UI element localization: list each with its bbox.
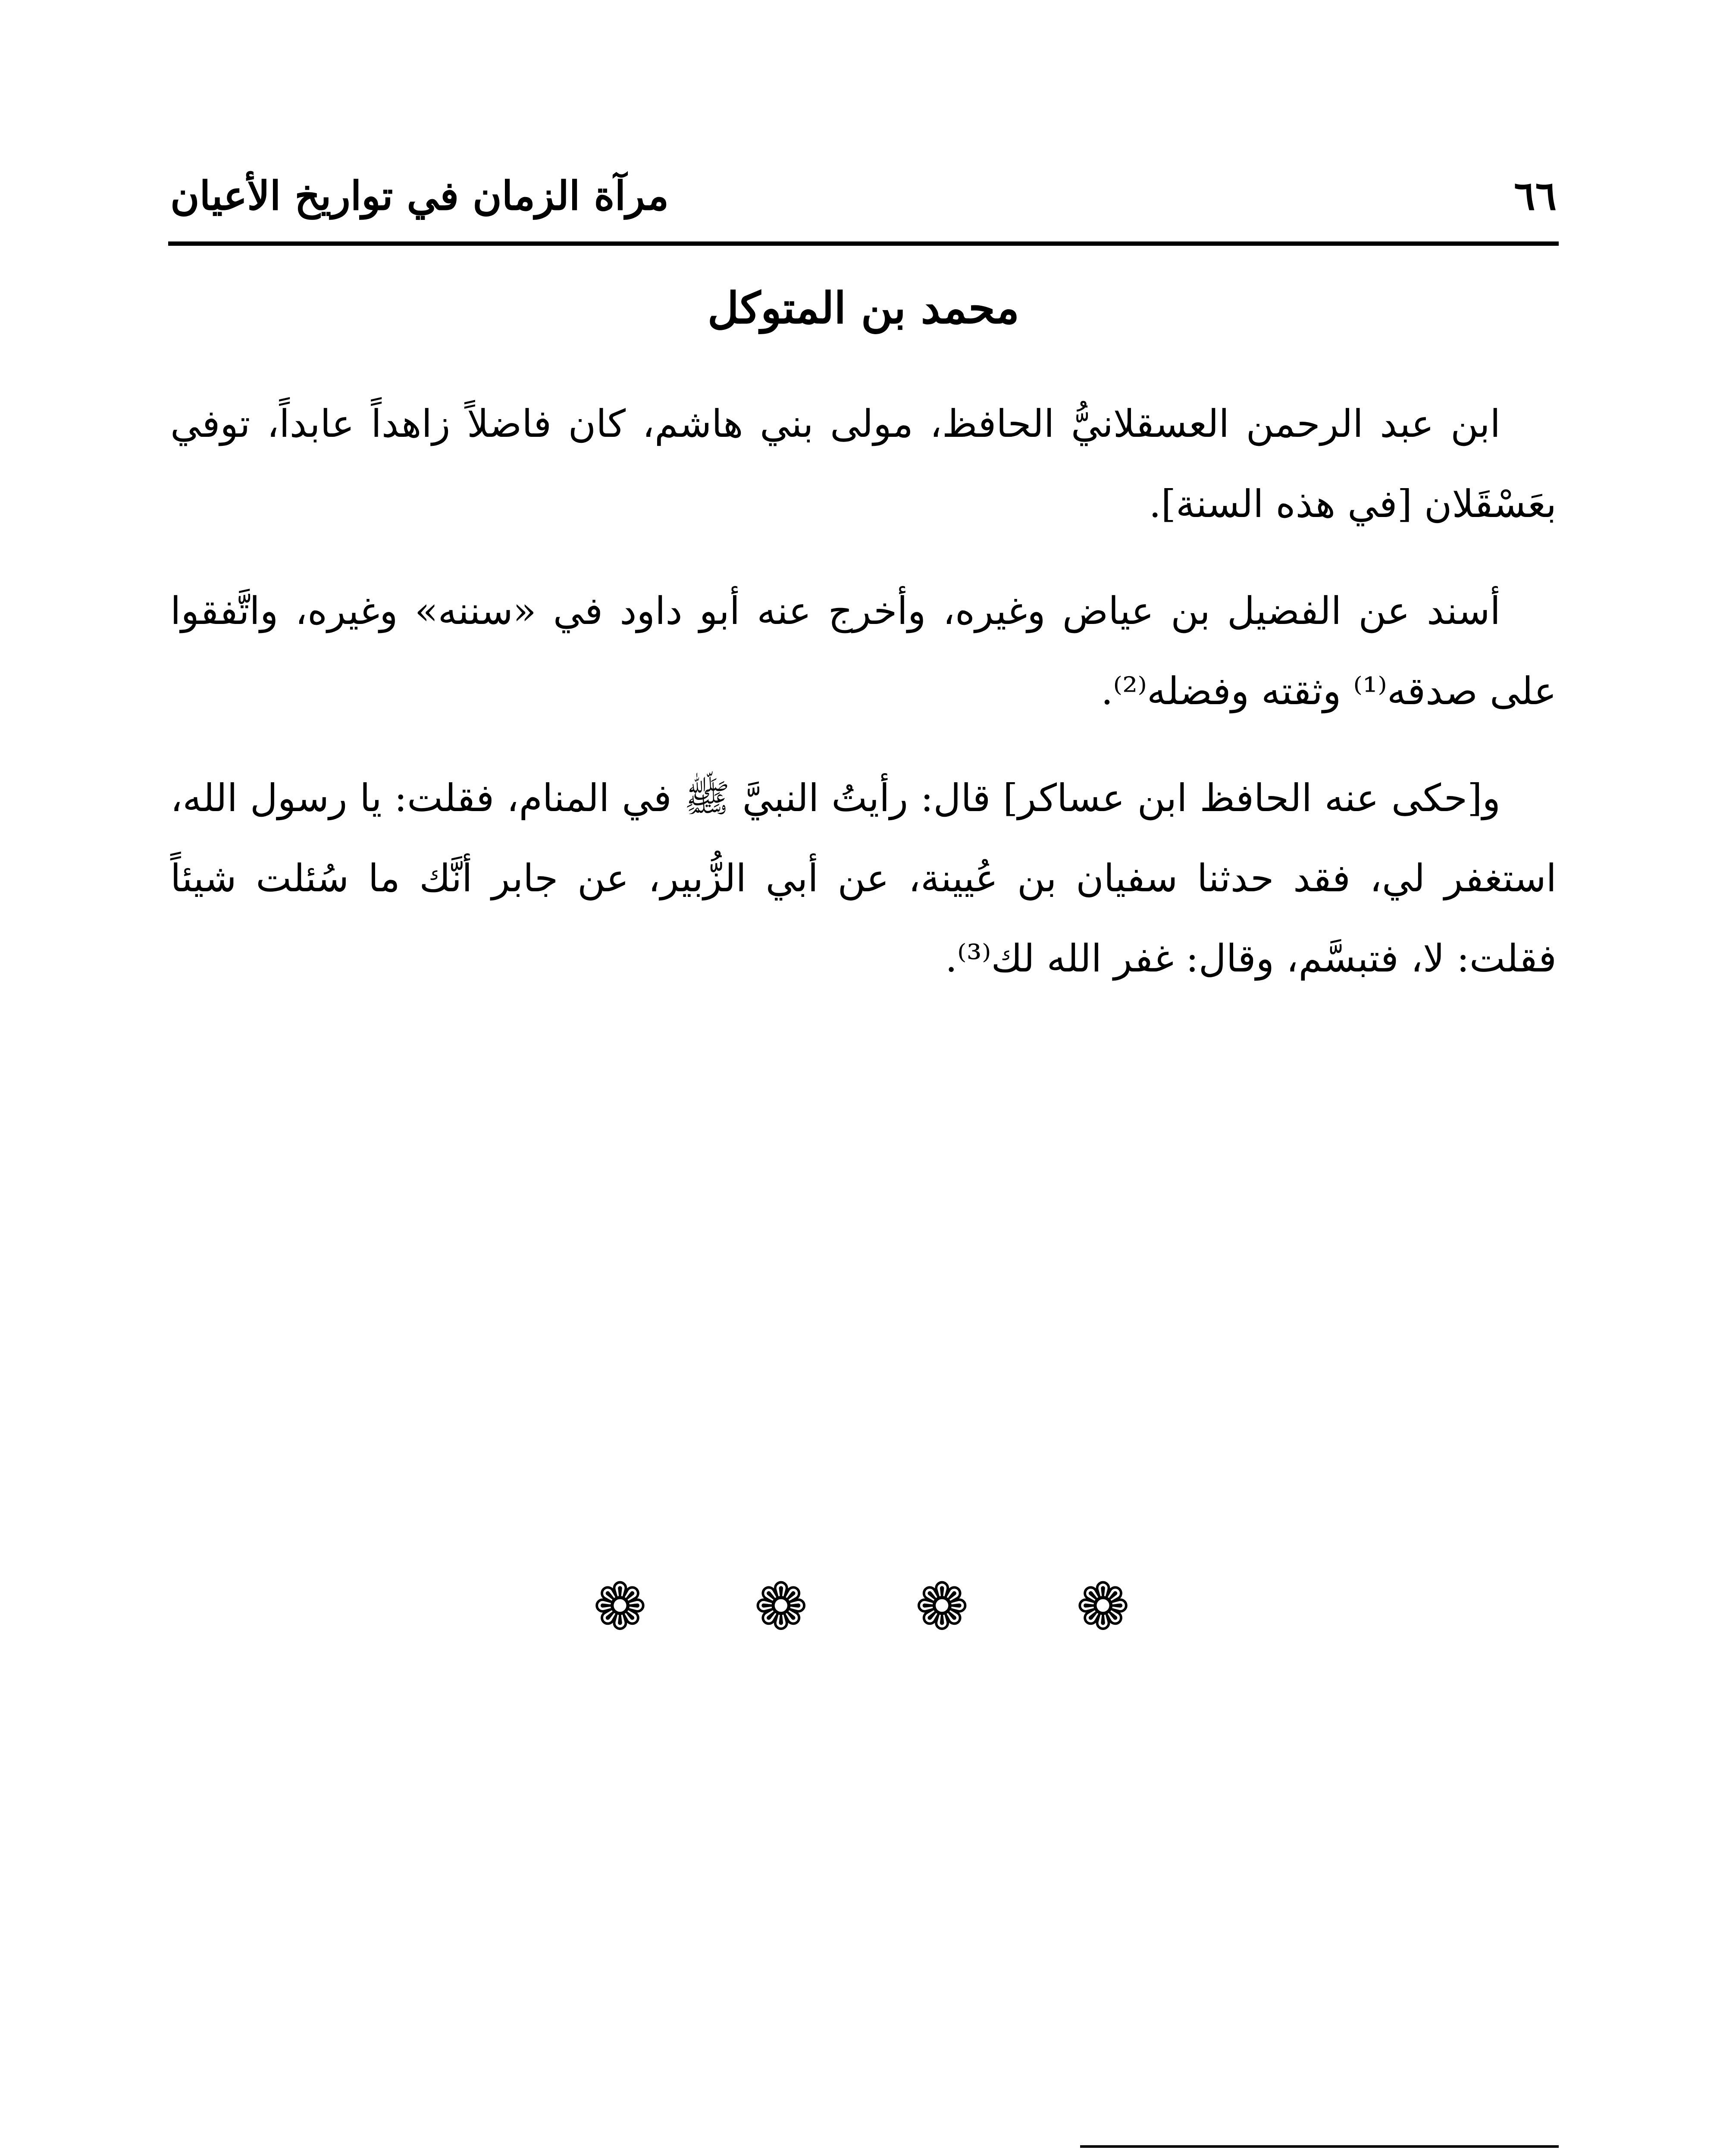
paragraph: و[حكى عنه الحافظ ابن عساكر] قال: رأيتُ النبيَّ ﷺ في المنام، فقلت: يا رسول الله، استغفر لي، فقد حدثنا سفيان بن عُيينة، عن أبي الزُّبير، عن جابر أنَّك ما سُئلت شيئاً فقلت: لا، فتبسَّم، وقال: غفر الله لك⁽³⁾. — [170, 776, 1557, 981]
entry-body — [170, 384, 1557, 1025]
flower-ornament-icon: ❁ — [754, 1570, 808, 1645]
flower-ornament-icon: ❁ — [1076, 1570, 1130, 1645]
book-title: مرآة الزمان في تواريخ الأعيان — [170, 172, 669, 219]
flower-ornament-icon: ❁ — [915, 1570, 969, 1645]
paragraph: ابن عبد الرحمن العسقلانيُّ الحافظ، مولى بني هاشم، كان فاضلاً زاهداً عابداً، توفي بعَسْقَلان [في هذه السنة]. — [170, 401, 1557, 526]
footnote-rule — [1080, 2145, 1559, 2148]
header-rule — [168, 241, 1559, 246]
page-number: ٦٦ — [1514, 172, 1557, 219]
paragraph: أسند عن الفضيل بن عياض وغيره، وأخرج عنه أبو داود في «سننه» وغيره، واتَّفقوا على صدقه⁽¹⁾ وثقته وفضله⁽²⁾. — [170, 589, 1557, 713]
section-ornaments — [0, 1570, 1723, 1645]
flower-ornament-icon: ❁ — [593, 1570, 647, 1645]
entry-title: محمد بن المتوكل — [707, 282, 1020, 333]
running-header — [170, 168, 1557, 233]
